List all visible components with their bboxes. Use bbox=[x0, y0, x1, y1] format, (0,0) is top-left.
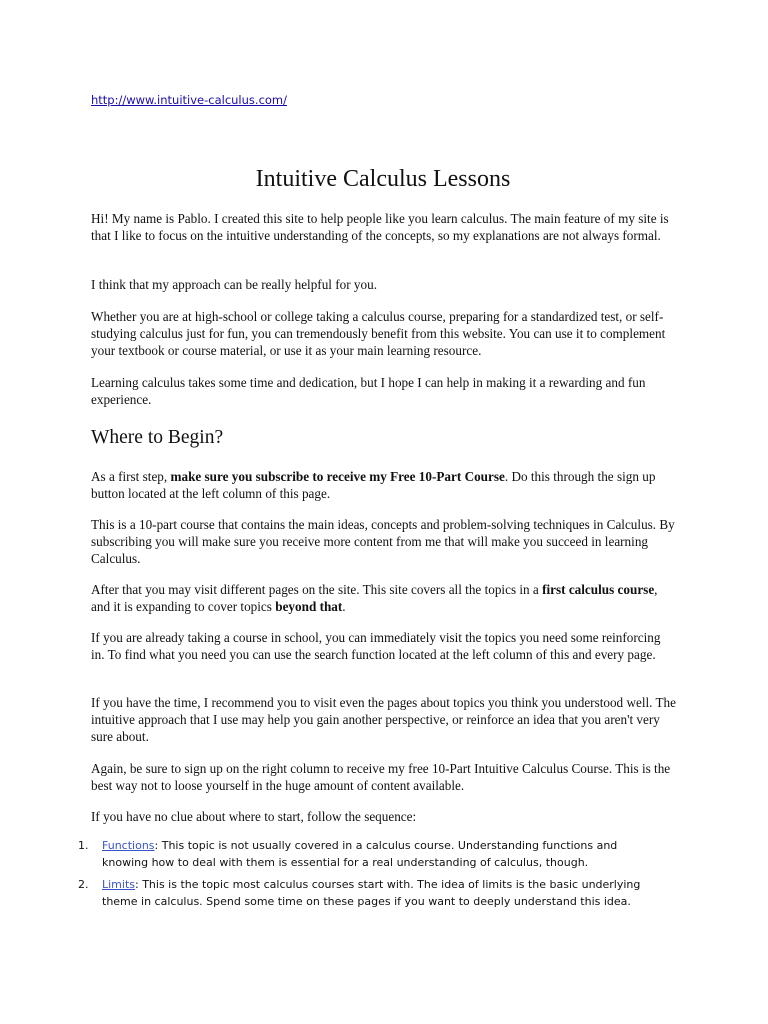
site-url-link[interactable]: http://www.intuitive-calculus.com/ bbox=[91, 93, 287, 107]
where-paragraph-3 bbox=[91, 581, 677, 615]
where-paragraph-2: This is a 10-part course that contains the main ideas, concepts and problem-solving techniques in Calculus. By subscribing you will make sure you receive more content from me that will make you succeed in learning Calculus. bbox=[91, 517, 675, 566]
limits-link[interactable]: Limits bbox=[102, 878, 135, 891]
where-paragraph-6: Again, be sure to sign up on the right column to receive my free 10-Part Intuitive Calculus Course. This is the best way not to loose yourself in the huge amount of content available. bbox=[91, 761, 671, 793]
first-course-emphasis: first calculus course bbox=[542, 582, 655, 597]
intro-paragraph-2: I think that my approach can be really helpful for you. bbox=[91, 277, 377, 292]
intro-paragraph-1: Hi! My name is Pablo. I created this site to help people like you learn calculus. The main feature of my site is that I like to focus on the intuitive understanding of the concepts, so my explanations are not always formal. bbox=[91, 211, 669, 243]
where-paragraph-1 bbox=[91, 468, 677, 502]
where-p3-before: After that you may visit different pages on the site. This site covers all the topics in a bbox=[91, 582, 543, 597]
list-number: 2. bbox=[78, 878, 89, 891]
list-item-text: : This is the topic most calculus courses start with. The idea of limits is the basic underlying theme in calculus. Spend some time on these pages if you want to deeply understand this idea. bbox=[102, 878, 641, 908]
where-p1-before: As a first step, bbox=[91, 469, 171, 484]
where-paragraph-5: If you have the time, I recommend you to visit even the pages about topics you think you understood well. The intuitive approach that I use may help you gain another perspective, or reinforce an idea that you aren't very sure about. bbox=[91, 695, 677, 744]
list-item-body bbox=[102, 877, 662, 910]
where-p1-after: . Do this through the sign up button located at the left column of this page. bbox=[91, 469, 656, 501]
section-heading-where-to-begin: Where to Begin? bbox=[91, 427, 224, 448]
beyond-emphasis: beyond that bbox=[275, 599, 343, 614]
where-paragraph-7: If you have no clue about where to start, follow the sequence: bbox=[91, 809, 417, 824]
list-item-body bbox=[102, 838, 662, 871]
where-p3-after: . bbox=[342, 599, 346, 614]
where-paragraph-4: If you are already taking a course in school, you can immediately visit the topics you need some reinforcing in. To find what you need you can use the search function located at the left column of this and every page. bbox=[91, 630, 661, 662]
subscribe-emphasis: make sure you subscribe to receive my Free 10-Part Course bbox=[170, 469, 505, 484]
functions-link[interactable]: Functions bbox=[102, 839, 155, 852]
list-item-text: : This topic is not usually covered in a calculus course. Understanding functions and knowing how to deal with them is essential for a real understanding of calculus, though. bbox=[102, 839, 618, 869]
where-p3-mid: , and it is expanding to cover topics bbox=[91, 582, 658, 614]
list-number: 1. bbox=[78, 839, 89, 852]
page-title: Intuitive Calculus Lessons bbox=[255, 166, 511, 192]
intro-paragraph-4: Learning calculus takes some time and dedication, but I hope I can help in making it a rewarding and fun experience. bbox=[91, 375, 646, 407]
intro-paragraph-3: Whether you are at high-school or college taking a calculus course, preparing for a standardized test, or self-studying calculus just for fun, you can tremendously benefit from this website. You can use it to complement your textbook or course material, or use it as your main learning resource. bbox=[91, 309, 666, 358]
